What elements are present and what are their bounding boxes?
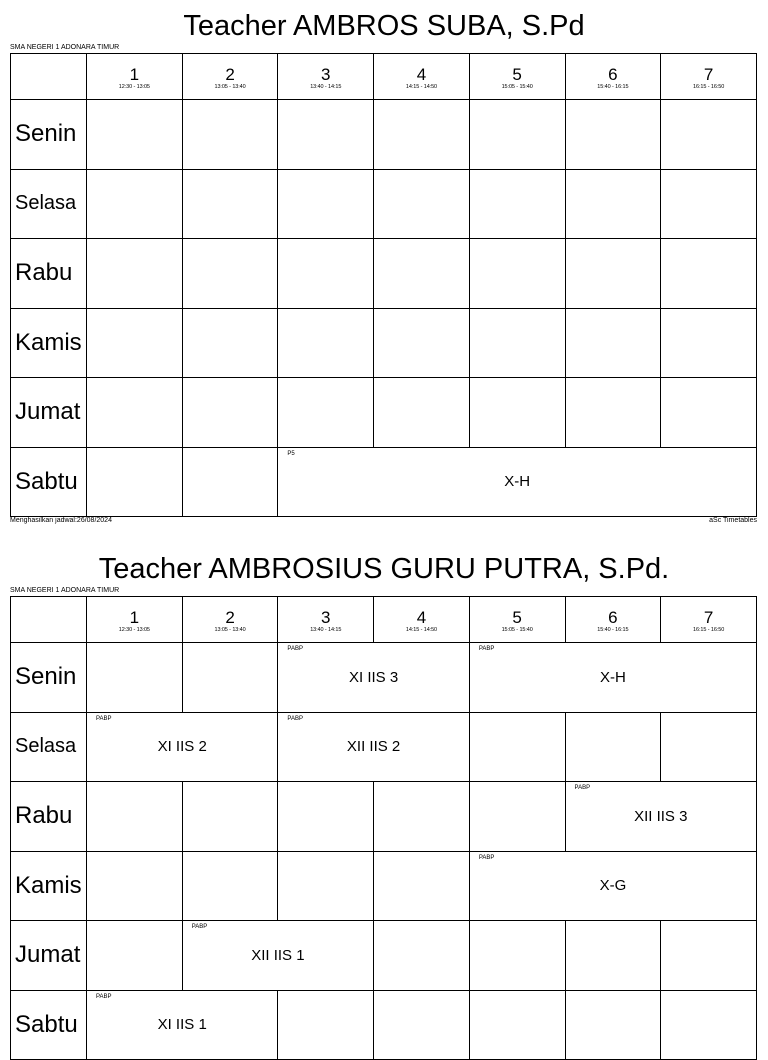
period-time: 12:30 - 13:05: [118, 83, 150, 90]
lesson-class: X-H: [504, 473, 531, 491]
day-label: Senin: [11, 100, 87, 170]
lesson-subject: PABP: [96, 715, 112, 722]
empty-slot: [374, 990, 470, 1060]
day-label: Selasa: [11, 169, 87, 239]
lesson-class: XII IIS 1: [251, 946, 305, 964]
lesson-cell[interactable]: [469, 643, 756, 713]
empty-slot: [278, 851, 374, 921]
day-row: [11, 921, 757, 991]
empty-slot: [182, 643, 278, 713]
empty-slot: [87, 921, 183, 991]
empty-slot: [87, 851, 183, 921]
empty-slot: [565, 712, 661, 782]
period-header: [374, 597, 470, 643]
period-number: 6: [608, 607, 618, 627]
period-time: 15:05 - 15:40: [501, 626, 533, 633]
period-time: 15:40 - 16:15: [597, 83, 629, 90]
period-time: 13:05 - 13:40: [214, 626, 246, 633]
period-header: [469, 597, 565, 643]
empty-slot: [87, 782, 183, 852]
lesson-subject: PABP: [478, 646, 495, 652]
day-row: [11, 782, 757, 852]
period-time: 16:15 - 16:50: [693, 626, 725, 633]
period-number: 5: [512, 64, 522, 84]
empty-slot: [565, 990, 661, 1060]
lesson-class: X-H: [599, 668, 626, 686]
empty-slot: [469, 990, 565, 1060]
empty-slot: [469, 782, 565, 852]
generated-date: Menghasilkan jadwal:26/08/2024: [10, 517, 112, 524]
period-header: [661, 597, 757, 643]
lesson-subject: PABP: [478, 854, 495, 861]
day-label: Kamis: [11, 308, 87, 378]
empty-slot: [469, 712, 565, 782]
day-label: Sabtu: [11, 447, 87, 517]
lesson-subject: PABP: [96, 993, 112, 1000]
period-number: 3: [321, 64, 331, 84]
period-header: [278, 597, 374, 643]
period-time: 14:15 - 14:50: [405, 83, 438, 90]
period-header: [182, 597, 278, 643]
day-row: [11, 712, 757, 782]
lesson-cell[interactable]: [469, 851, 756, 921]
day-label: Jumat: [11, 921, 87, 991]
day-label: Rabu: [11, 239, 87, 309]
empty-slot: [182, 782, 278, 852]
lesson-cell[interactable]: [278, 643, 469, 713]
lesson-subject: PABP: [287, 646, 303, 652]
lesson-subject: PABP: [191, 924, 208, 930]
day-row: [11, 643, 757, 713]
period-number: 1: [129, 64, 140, 84]
empty-slot: [661, 990, 757, 1060]
period-number: 3: [321, 607, 331, 627]
lesson-class: XII IIS 3: [634, 807, 688, 825]
generator-credit: aSc Timetables: [709, 517, 757, 524]
lesson-cell[interactable]: [278, 712, 469, 782]
lesson-cell[interactable]: [87, 990, 278, 1060]
lesson-subject: P5: [287, 450, 295, 457]
lesson-class: XI IIS 2: [157, 738, 207, 756]
day-label: Senin: [11, 643, 87, 713]
period-number: 7: [703, 64, 714, 84]
empty-slot: [278, 782, 374, 852]
lesson-class: XI IIS 1: [157, 1016, 207, 1034]
empty-slot: [661, 712, 757, 782]
period-time: 14:15 - 14:50: [405, 626, 438, 633]
empty-slot: [182, 851, 278, 921]
lesson-cell[interactable]: [87, 712, 278, 782]
school-name: SMA NEGERI 1 ADONARA TIMUR: [10, 44, 120, 51]
day-label: Rabu: [11, 782, 87, 852]
period-time: 13:05 - 13:40: [214, 83, 246, 90]
day-row: [11, 851, 757, 921]
day-label: Jumat: [11, 378, 87, 448]
empty-slot: [374, 921, 470, 991]
period-number: 4: [416, 64, 427, 84]
period-header: [565, 597, 661, 643]
period-time: 16:15 - 16:50: [693, 83, 725, 90]
lesson-subject: PABP: [574, 785, 591, 791]
empty-slot: [565, 921, 661, 991]
period-number: 6: [608, 64, 618, 84]
empty-slot: [374, 782, 470, 852]
period-header: [87, 597, 183, 643]
school-name: SMA NEGERI 1 ADONARA TIMUR: [10, 587, 120, 594]
day-label: Sabtu: [11, 990, 87, 1060]
day-label: Selasa: [11, 712, 87, 782]
period-time: 15:40 - 16:15: [597, 626, 629, 633]
corner-cell: [11, 597, 87, 643]
lesson-class: XII IIS 2: [346, 738, 401, 756]
period-time: 13:40 - 14:15: [310, 83, 342, 90]
period-number: 7: [703, 607, 714, 627]
lesson-class: X-G: [599, 877, 627, 895]
empty-slot: [374, 851, 470, 921]
period-number: 1: [129, 607, 140, 627]
day-label: Kamis: [11, 851, 87, 921]
lesson-class: XI IIS 3: [349, 668, 399, 686]
empty-slot: [469, 921, 565, 991]
period-number: 4: [416, 607, 427, 627]
empty-slot: [87, 643, 183, 713]
lesson-cell[interactable]: [182, 921, 373, 991]
timetable-title: Teacher AMBROSIUS GURU PUTRA, S.Pd.: [98, 553, 670, 585]
timetable-title: Teacher AMBROS SUBA, S.Pd: [183, 10, 585, 42]
period-time: 15:05 - 15:40: [501, 83, 533, 90]
lesson-subject: PABP: [287, 715, 303, 722]
day-row: [11, 990, 757, 1060]
period-time: 13:40 - 14:15: [310, 626, 342, 633]
lesson-cell[interactable]: [565, 782, 756, 852]
period-number: 5: [512, 607, 522, 627]
empty-slot: [661, 921, 757, 991]
period-time: 12:30 - 13:05: [118, 626, 150, 633]
period-number: 2: [225, 607, 235, 627]
period-number: 2: [225, 64, 235, 84]
schedule-grid: [10, 596, 757, 1060]
empty-slot: [278, 990, 374, 1060]
